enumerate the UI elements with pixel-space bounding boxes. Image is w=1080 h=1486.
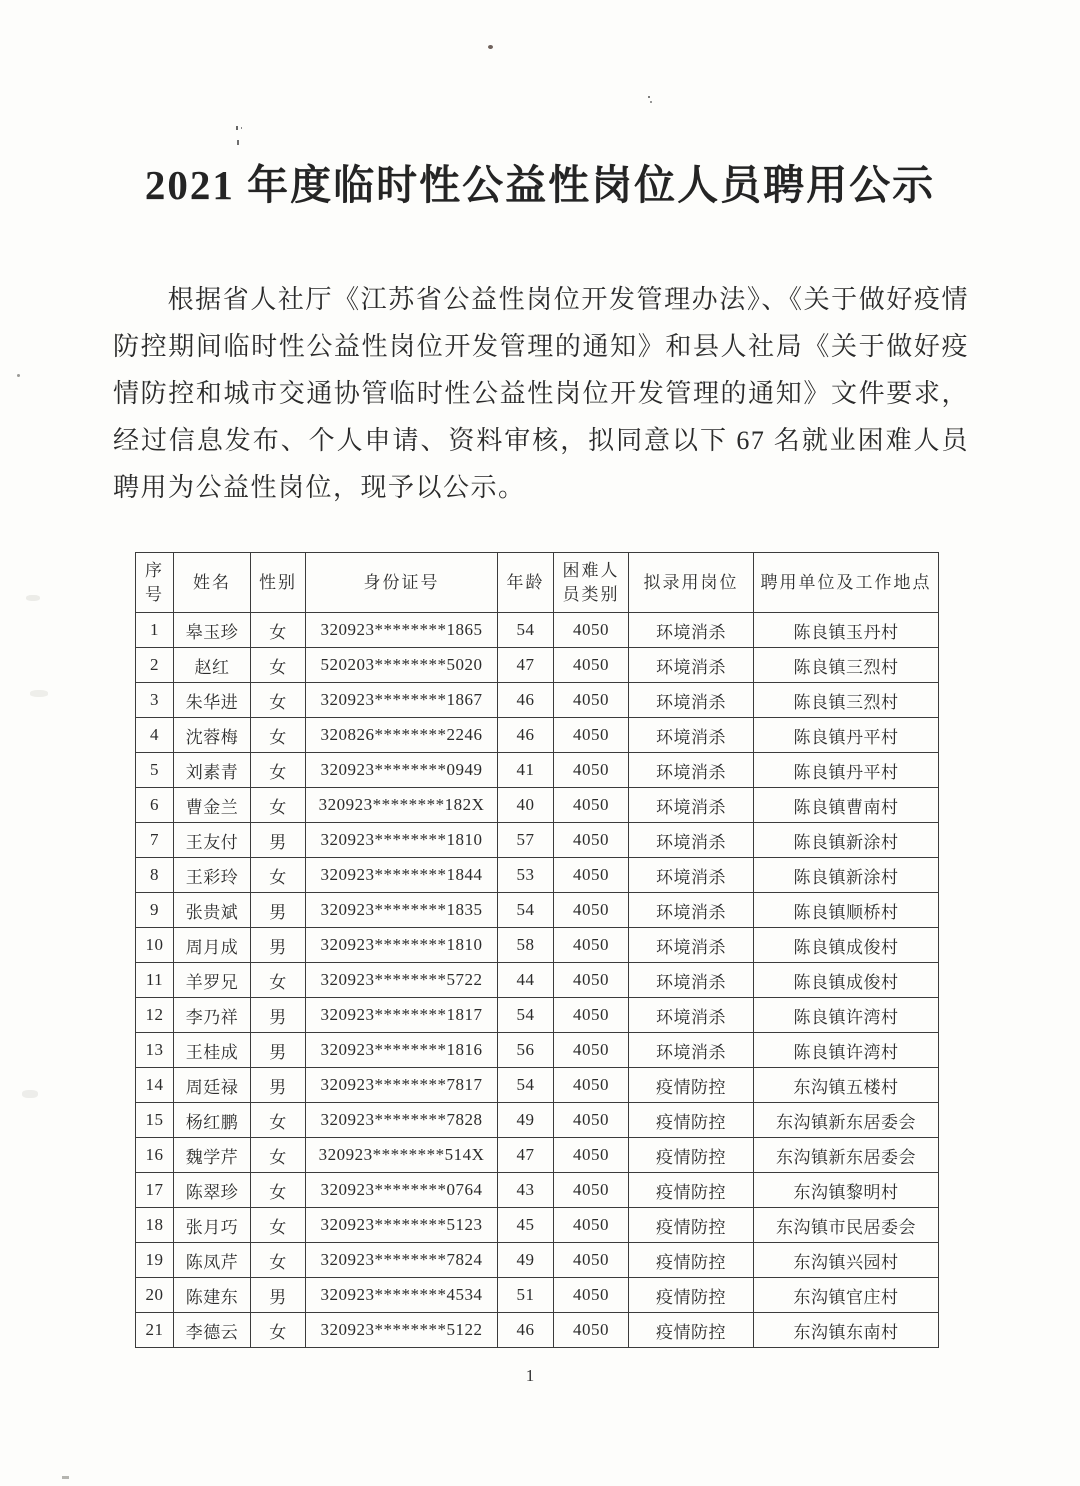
table-cell: 4050 (554, 1313, 629, 1348)
table-cell: 40 (498, 788, 554, 823)
table-cell: 东沟镇五楼村 (754, 1068, 939, 1103)
table-cell: 320923********1865 (306, 613, 498, 648)
table-cell: 男 (251, 928, 306, 963)
table-cell: 疫情防控 (629, 1138, 754, 1173)
document-title: 2021 年度临时性公益性岗位人员聘用公示 (144, 162, 936, 208)
table-cell: 环境消杀 (629, 928, 754, 963)
table-cell: 12 (136, 998, 174, 1033)
table-cell: 44 (498, 963, 554, 998)
table-cell: 女 (251, 1103, 306, 1138)
table-cell: 陈良镇新涂村 (754, 858, 939, 893)
table-cell: 环境消杀 (629, 1033, 754, 1068)
table-cell: 49 (498, 1243, 554, 1278)
table-cell: 4050 (554, 683, 629, 718)
table-row (136, 718, 939, 753)
table-cell: 疫情防控 (629, 1208, 754, 1243)
table-cell: 东沟镇东南村 (754, 1313, 939, 1348)
table-cell: 陈良镇丹平村 (754, 718, 939, 753)
table-cell: 东沟镇新东居委会 (754, 1138, 939, 1173)
table-cell: 陈翠珍 (174, 1173, 251, 1208)
table-cell: 羊罗兄 (174, 963, 251, 998)
scan-speck (488, 45, 493, 49)
table-cell: 疫情防控 (629, 1313, 754, 1348)
table-cell: 4050 (554, 963, 629, 998)
table-row (136, 788, 939, 823)
table-cell: 53 (498, 858, 554, 893)
table-cell: 4050 (554, 648, 629, 683)
table-cell: 46 (498, 718, 554, 753)
table-cell: 曹金兰 (174, 788, 251, 823)
table-cell: 陈良镇许湾村 (754, 1033, 939, 1068)
table-cell: 4050 (554, 1068, 629, 1103)
table-cell: 9 (136, 893, 174, 928)
table-cell: 56 (498, 1033, 554, 1068)
table-cell: 女 (251, 683, 306, 718)
table-cell: 45 (498, 1208, 554, 1243)
table-cell: 男 (251, 893, 306, 928)
table-cell: 陈良镇三烈村 (754, 683, 939, 718)
table-cell: 女 (251, 1313, 306, 1348)
hiring-roster-table (135, 552, 939, 1348)
table-row (136, 1033, 939, 1068)
table-cell: 李乃祥 (174, 998, 251, 1033)
scan-speck (648, 96, 650, 98)
table-cell: 陈良镇许湾村 (754, 998, 939, 1033)
table-cell: 环境消杀 (629, 998, 754, 1033)
table-cell: 女 (251, 1138, 306, 1173)
table-cell: 环境消杀 (629, 613, 754, 648)
table-row (136, 1173, 939, 1208)
table-cell: 4050 (554, 1138, 629, 1173)
column-header: 序号 (136, 553, 174, 613)
table-cell: 4050 (554, 1208, 629, 1243)
scan-speck (26, 595, 40, 601)
table-cell: 51 (498, 1278, 554, 1313)
table-cell: 320923********7828 (306, 1103, 498, 1138)
table-cell: 男 (251, 998, 306, 1033)
table-cell: 47 (498, 1138, 554, 1173)
table-cell: 环境消杀 (629, 753, 754, 788)
table-cell: 陈良镇曹南村 (754, 788, 939, 823)
table-cell: 4050 (554, 788, 629, 823)
table-cell: 10 (136, 928, 174, 963)
table-cell: 49 (498, 1103, 554, 1138)
column-header: 姓名 (174, 553, 251, 613)
scan-speck (17, 374, 20, 377)
table-cell: 周月成 (174, 928, 251, 963)
table-cell: 女 (251, 753, 306, 788)
table-row (136, 683, 939, 718)
table-cell: 320826********2246 (306, 718, 498, 753)
table-cell: 疫情防控 (629, 1243, 754, 1278)
table-cell: 54 (498, 998, 554, 1033)
column-header: 性别 (251, 553, 306, 613)
table-cell: 陈良镇丹平村 (754, 753, 939, 788)
column-header: 年龄 (498, 553, 554, 613)
table-cell: 4050 (554, 998, 629, 1033)
table-cell: 4050 (554, 1243, 629, 1278)
table-cell: 皋玉珍 (174, 613, 251, 648)
table-cell: 男 (251, 823, 306, 858)
table-cell: 13 (136, 1033, 174, 1068)
table-cell: 54 (498, 893, 554, 928)
table-row (136, 1243, 939, 1278)
table-cell: 男 (251, 1033, 306, 1068)
table-cell: 46 (498, 1313, 554, 1348)
table-cell: 3 (136, 683, 174, 718)
table-cell: 4050 (554, 1173, 629, 1208)
body-paragraph: 根据省人社厅《江苏省公益性岗位开发管理办法》、《关于做好疫情防控期间临时性公益性岗位开发管理的通知》和县人社局《关于做好疫情防控和城市交通协管临时性公益性岗位开发管理的通知》文件要求，经过信息发布、个人申请、资料审核，拟同意以下 67 名就业困难人员聘用为公益性岗位，现予以公示。 (113, 285, 969, 502)
table-cell: 58 (498, 928, 554, 963)
table-cell: 陈凤芹 (174, 1243, 251, 1278)
table-cell: 女 (251, 1173, 306, 1208)
column-header: 困难人员类别 (554, 553, 629, 613)
table-cell: 20 (136, 1278, 174, 1313)
table-cell: 女 (251, 718, 306, 753)
table-cell: 4050 (554, 823, 629, 858)
table-cell: 320923********5722 (306, 963, 498, 998)
table-cell: 11 (136, 963, 174, 998)
table-cell: 16 (136, 1138, 174, 1173)
scan-speck (22, 1090, 38, 1098)
column-header: 身份证号 (306, 553, 498, 613)
table-cell: 张贵斌 (174, 893, 251, 928)
table-cell: 女 (251, 613, 306, 648)
scan-speck (241, 127, 242, 129)
table-cell: 46 (498, 683, 554, 718)
table-cell: 320923********7817 (306, 1068, 498, 1103)
table-cell: 环境消杀 (629, 858, 754, 893)
table-cell: 环境消杀 (629, 788, 754, 823)
table-cell: 女 (251, 788, 306, 823)
table-row (136, 1138, 939, 1173)
table-cell: 5 (136, 753, 174, 788)
table-row (136, 1103, 939, 1138)
table-cell: 环境消杀 (629, 718, 754, 753)
table-cell: 21 (136, 1313, 174, 1348)
table-cell: 57 (498, 823, 554, 858)
table-cell: 周廷禄 (174, 1068, 251, 1103)
table-cell: 320923********1810 (306, 928, 498, 963)
table-cell: 陈良镇新涂村 (754, 823, 939, 858)
table-row (136, 858, 939, 893)
table-cell: 男 (251, 1068, 306, 1103)
table-cell: 环境消杀 (629, 683, 754, 718)
table-cell: 320923********0949 (306, 753, 498, 788)
table-cell: 王桂成 (174, 1033, 251, 1068)
table-cell: 朱华进 (174, 683, 251, 718)
table-cell: 女 (251, 648, 306, 683)
table-cell: 环境消杀 (629, 963, 754, 998)
scan-speck (236, 126, 238, 130)
table-cell: 沈蓉梅 (174, 718, 251, 753)
table-cell: 4050 (554, 1278, 629, 1313)
table-cell: 320923********182X (306, 788, 498, 823)
table-cell: 东沟镇黎明村 (754, 1173, 939, 1208)
table-cell: 女 (251, 963, 306, 998)
column-header: 聘用单位及工作地点 (754, 553, 939, 613)
table-cell: 男 (251, 1278, 306, 1313)
table-row (136, 963, 939, 998)
scan-speck (30, 690, 48, 697)
table-row (136, 1068, 939, 1103)
table-cell: 2 (136, 648, 174, 683)
table-cell: 320923********5122 (306, 1313, 498, 1348)
table-row (136, 648, 939, 683)
table-cell: 54 (498, 613, 554, 648)
page-number: 1 (525, 1366, 535, 1385)
table-cell: 1 (136, 613, 174, 648)
column-header: 拟录用岗位 (629, 553, 754, 613)
table-cell: 320923********7824 (306, 1243, 498, 1278)
table-cell: 320923********5123 (306, 1208, 498, 1243)
table-cell: 王友付 (174, 823, 251, 858)
scan-speck (237, 140, 239, 145)
table-cell: 李德云 (174, 1313, 251, 1348)
table-cell: 环境消杀 (629, 648, 754, 683)
table-cell: 东沟镇官庄村 (754, 1278, 939, 1313)
table-cell: 4050 (554, 893, 629, 928)
table-cell: 4050 (554, 753, 629, 788)
table-cell: 4050 (554, 613, 629, 648)
table-cell: 东沟镇市民居委会 (754, 1208, 939, 1243)
table-cell: 320923********1835 (306, 893, 498, 928)
table-cell: 320923********1816 (306, 1033, 498, 1068)
table-cell: 320923********4534 (306, 1278, 498, 1313)
table-cell: 刘素青 (174, 753, 251, 788)
table-cell: 陈良镇三烈村 (754, 648, 939, 683)
table-header-row (136, 553, 939, 613)
table-row (136, 998, 939, 1033)
table-row (136, 928, 939, 963)
table-cell: 4 (136, 718, 174, 753)
table-cell: 女 (251, 1243, 306, 1278)
table-cell: 女 (251, 1208, 306, 1243)
table-row (136, 893, 939, 928)
table-cell: 张月巧 (174, 1208, 251, 1243)
table-cell: 魏学芹 (174, 1138, 251, 1173)
table-cell: 陈良镇成俊村 (754, 928, 939, 963)
table-body (136, 613, 939, 1348)
table-cell: 320923********1844 (306, 858, 498, 893)
table-cell: 4050 (554, 858, 629, 893)
table-cell: 8 (136, 858, 174, 893)
table-cell: 疫情防控 (629, 1103, 754, 1138)
table-cell: 4050 (554, 1103, 629, 1138)
table-cell: 4050 (554, 1033, 629, 1068)
table-cell: 疫情防控 (629, 1173, 754, 1208)
table-cell: 陈良镇顺桥村 (754, 893, 939, 928)
table-cell: 陈良镇成俊村 (754, 963, 939, 998)
table-cell: 6 (136, 788, 174, 823)
table-cell: 41 (498, 753, 554, 788)
table-cell: 4050 (554, 718, 629, 753)
table-cell: 520203********5020 (306, 648, 498, 683)
table-cell: 疫情防控 (629, 1068, 754, 1103)
table-row (136, 613, 939, 648)
table-cell: 320923********1867 (306, 683, 498, 718)
table-cell: 杨红鹏 (174, 1103, 251, 1138)
table-cell: 陈良镇玉丹村 (754, 613, 939, 648)
table-cell: 环境消杀 (629, 893, 754, 928)
table-cell: 女 (251, 858, 306, 893)
table-cell: 43 (498, 1173, 554, 1208)
table-row (136, 1313, 939, 1348)
table-cell: 54 (498, 1068, 554, 1103)
table-cell: 320923********1810 (306, 823, 498, 858)
table-cell: 47 (498, 648, 554, 683)
table-cell: 19 (136, 1243, 174, 1278)
scan-speck (62, 1476, 69, 1479)
table-cell: 赵红 (174, 648, 251, 683)
table-cell: 320923********0764 (306, 1173, 498, 1208)
table-cell: 18 (136, 1208, 174, 1243)
table-cell: 320923********514X (306, 1138, 498, 1173)
table-cell: 17 (136, 1173, 174, 1208)
table-cell: 疫情防控 (629, 1278, 754, 1313)
table-cell: 环境消杀 (629, 823, 754, 858)
table-row (136, 823, 939, 858)
table-row (136, 753, 939, 788)
table-cell: 4050 (554, 928, 629, 963)
table-row (136, 1208, 939, 1243)
table-cell: 东沟镇新东居委会 (754, 1103, 939, 1138)
table-cell: 陈建东 (174, 1278, 251, 1313)
table-row (136, 1278, 939, 1313)
scan-speck (650, 101, 652, 103)
table-cell: 14 (136, 1068, 174, 1103)
table-cell: 东沟镇兴园村 (754, 1243, 939, 1278)
table-cell: 王彩玲 (174, 858, 251, 893)
table-cell: 320923********1817 (306, 998, 498, 1033)
table-cell: 15 (136, 1103, 174, 1138)
table-cell: 7 (136, 823, 174, 858)
